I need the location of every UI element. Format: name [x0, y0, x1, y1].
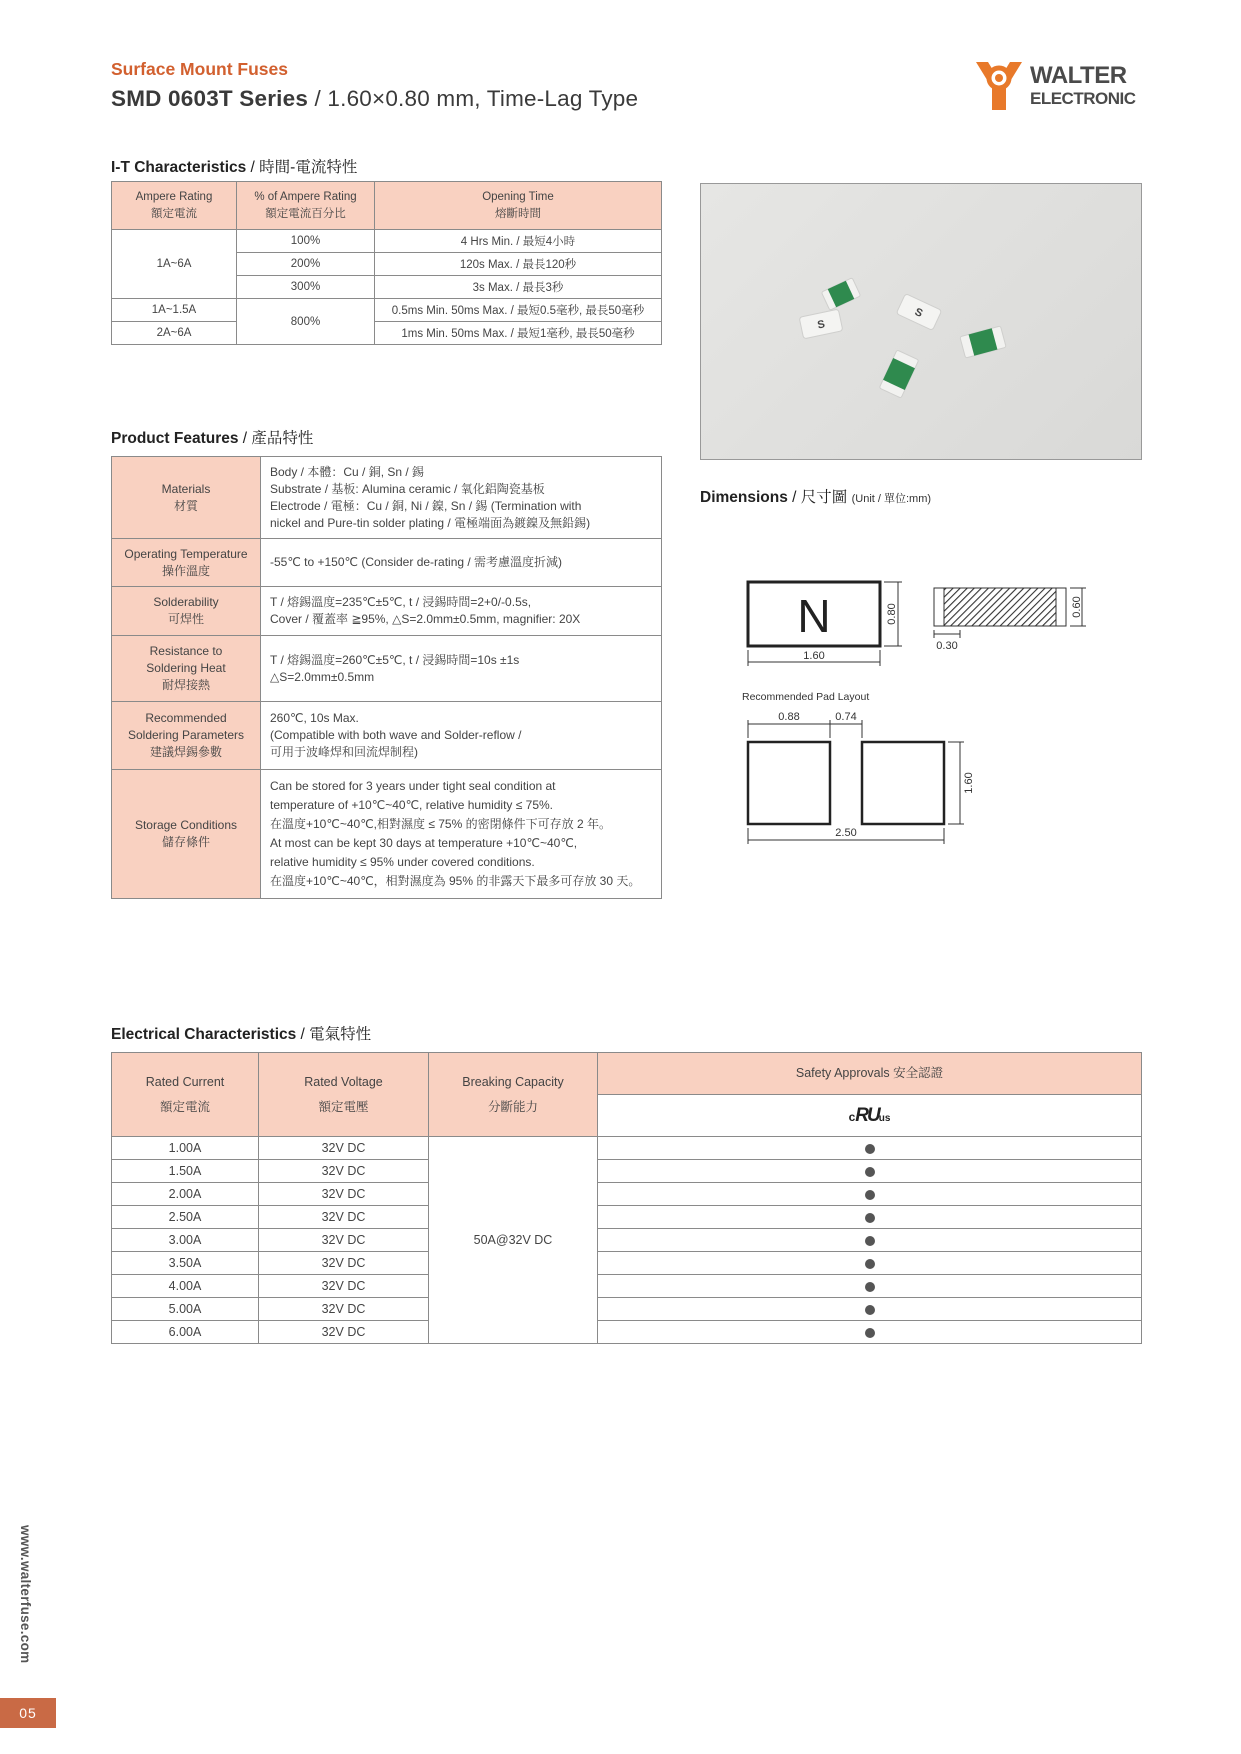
it-cell-rating: 1A~6A	[112, 230, 237, 299]
chip-side-view	[934, 588, 1066, 626]
dimensions-unit: (Unit / 單位:mm)	[851, 493, 932, 505]
page-number: 05	[0, 1698, 56, 1728]
chip-terminal	[1056, 588, 1066, 626]
dimension-drawing	[730, 570, 1100, 870]
approval-dot	[865, 1236, 875, 1246]
electrical-section-title: Electrical Characteristics / 電氣特性	[111, 1026, 372, 1043]
solder-pad-right	[862, 742, 944, 824]
series-description: / 1.60×0.80 mm, Time-Lag Type	[308, 86, 639, 111]
table-row: 2.00A 32V DC	[112, 1183, 1142, 1206]
feature-value: 260℃, 10s Max. (Compatible with both wave and Solder-reflow / 可用于波峰焊和回流焊制程)	[261, 702, 662, 770]
table-row: 3.50A 32V DC	[112, 1252, 1142, 1275]
it-cell-time: 1ms Min. 50ms Max. / 最短1毫秒, 最長50毫秒	[375, 322, 662, 345]
feature-label: Operating Temperature 操作溫度	[112, 539, 261, 587]
pad-width: 0.88	[778, 711, 800, 723]
solder-pad-left	[748, 742, 830, 824]
it-header-time: Opening Time 熔斷時間	[375, 182, 662, 230]
series-name: SMD 0603T Series	[111, 86, 309, 111]
logo-text-electronic: ELECTRONIC	[1030, 89, 1136, 108]
header-breaking-capacity: Breaking Capacity 分斷能力	[429, 1053, 598, 1137]
electrical-table	[111, 1052, 1142, 1344]
table-row	[112, 636, 662, 702]
dim-length: 1.60	[803, 650, 825, 662]
feature-value: Can be stored for 3 years under tight seal condition at temperature of +10℃~40℃, relative humidity ≤ 75%. 在溫度+10℃~40℃,相對濕度 ≤ 75% 的密閉條件下可存放 2 年。 At most can be kept 30 days at temperature +10℃~40℃, relative humidity ≤ 95% under covered conditions. 在溫度+10℃~40℃，相對濕度為 95% 的非露天下最多可存放 30 天。	[261, 770, 662, 899]
website-link[interactable]: www.walterfuse.com	[18, 1525, 33, 1664]
table-row: 6.00A 32V DC	[112, 1321, 1142, 1344]
approval-dot	[865, 1328, 875, 1338]
approval-dot	[865, 1144, 875, 1154]
table-row: 3.00A 32V DC	[112, 1229, 1142, 1252]
svg-text:S: S	[816, 318, 827, 332]
walter-logo	[972, 58, 1152, 114]
fuse-chip-marked	[799, 309, 843, 339]
table-row	[112, 702, 662, 770]
pad-gap: 0.74	[835, 711, 857, 723]
table-row: 4.00A 32V DC	[112, 1275, 1142, 1298]
pad-height: 1.60	[963, 772, 975, 794]
table-row: 2.50A 32V DC	[112, 1206, 1142, 1229]
approval-dot	[865, 1305, 875, 1315]
svg-text:S: S	[912, 305, 925, 320]
chip-marking: N	[797, 590, 831, 642]
it-header-rating: Ampere Rating 額定電流	[112, 182, 237, 230]
feature-label: Materials 材質	[112, 457, 261, 539]
dim-width: 0.80	[886, 603, 898, 625]
category-title: Surface Mount Fuses	[111, 59, 288, 79]
table-row	[112, 299, 662, 322]
features-section-title: Product Features / 產品特性	[111, 430, 314, 447]
feature-value: T / 熔錫溫度=260℃±5℃, t / 浸錫時間=10s ±1s △S=2.0mm±0.5mm	[261, 636, 662, 702]
product-photo	[700, 183, 1142, 460]
it-cell-rating: 2A~6A	[112, 322, 237, 345]
fuse-chip-green	[879, 350, 919, 398]
table-row	[112, 770, 662, 899]
logo-text-walter: WALTER	[1030, 62, 1127, 89]
table-row	[112, 230, 662, 253]
feature-value: Body / 本體：Cu / 銅, Sn / 錫 Substrate / 基板: Alumina ceramic / 氧化鋁陶瓷基板 Electrode / 電極：Cu / 銅, Ni / 鎳, Sn / 錫 (Termination with nickel and Pure-tin solder plating / 電極端面為鍍鎳及無鉛錫)	[261, 457, 662, 539]
fuse-chip-green	[960, 326, 1006, 358]
table-row	[112, 587, 662, 636]
table-row	[112, 457, 662, 539]
feature-value: T / 熔錫溫度=235℃±5℃, t / 浸錫時間=2+0/-0.5s, Cover / 覆蓋率 ≧95%, △S=2.0mm±0.5mm, magnifier: 20X	[261, 587, 662, 636]
dimensions-section-title: Dimensions / 尺寸圖 (Unit / 單位:mm)	[700, 489, 932, 506]
approval-dot	[865, 1213, 875, 1223]
table-row	[112, 539, 662, 587]
it-table	[111, 181, 662, 345]
it-section-title: I-T Characteristics / 時間-電流特性	[111, 159, 358, 176]
it-cell-time: 120s Max. / 最長120秒	[375, 253, 662, 276]
approval-dot	[865, 1259, 875, 1269]
approval-dot	[865, 1282, 875, 1292]
ul-recognized-icon: cRUus	[598, 1095, 1142, 1137]
series-title	[111, 86, 638, 112]
dim-terminal: 0.30	[936, 640, 958, 652]
header-rated-current: Rated Current 額定電流	[112, 1053, 259, 1137]
feature-label: Recommended Soldering Parameters 建議焊錫參數	[112, 702, 261, 770]
it-cell-percent: 200%	[237, 253, 375, 276]
fuse-chip-marked	[896, 294, 942, 331]
it-cell-percent: 800%	[237, 299, 375, 345]
feature-label: Storage Conditions 儲存條件	[112, 770, 261, 899]
it-cell-percent: 100%	[237, 230, 375, 253]
feature-value: -55℃ to +150℃ (Consider de-rating / 需考慮溫度折減)	[261, 539, 662, 587]
fuse-chip-green	[821, 278, 860, 310]
it-cell-time: 4 Hrs Min. / 最短4小時	[375, 230, 662, 253]
pad-total: 2.50	[835, 827, 857, 839]
it-cell-time: 0.5ms Min. 50ms Max. / 最短0.5毫秒, 最長50毫秒	[375, 299, 662, 322]
dim-height: 0.60	[1071, 596, 1083, 618]
table-row: 1.50A 32V DC	[112, 1160, 1142, 1183]
header-rated-voltage: Rated Voltage 額定電壓	[259, 1053, 429, 1137]
features-table	[111, 456, 662, 899]
it-cell-rating: 1A~1.5A	[112, 299, 237, 322]
pad-layout-title: Recommended Pad Layout	[742, 691, 870, 703]
it-header-percent: % of Ampere Rating 額定電流百分比	[237, 182, 375, 230]
header-safety-approvals: Safety Approvals 安全認證	[598, 1053, 1142, 1095]
approval-dot	[865, 1167, 875, 1177]
it-cell-percent: 300%	[237, 276, 375, 299]
breaking-capacity-value: 50A@32V DC	[429, 1137, 598, 1344]
feature-label: Resistance to Soldering Heat 耐焊接熱	[112, 636, 261, 702]
feature-label: Solderability 可焊性	[112, 587, 261, 636]
it-cell-time: 3s Max. / 最長3秒	[375, 276, 662, 299]
chip-terminal	[934, 588, 944, 626]
approval-dot	[865, 1190, 875, 1200]
table-row	[112, 322, 662, 345]
table-row: 5.00A 32V DC	[112, 1298, 1142, 1321]
table-row: 1.00A 32V DC 50A@32V DC	[112, 1137, 1142, 1160]
walter-logo-icon	[972, 58, 1026, 114]
